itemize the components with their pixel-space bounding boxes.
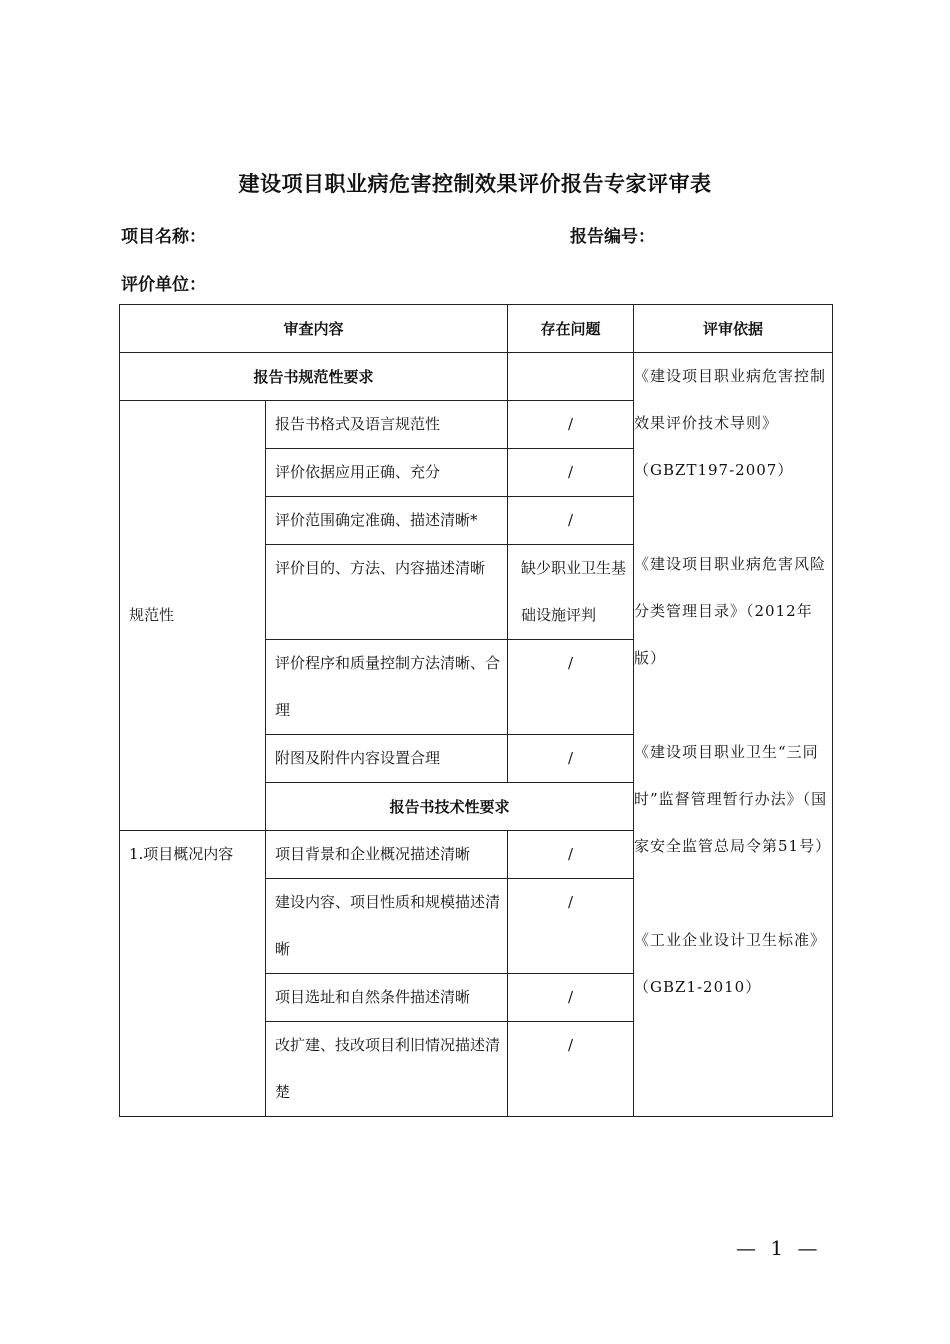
page-title: 建设项目职业病危害控制效果评价报告专家评审表 <box>238 172 712 196</box>
problem-cell: / <box>508 735 634 783</box>
eval-unit-label: 评价单位： <box>121 275 206 295</box>
review-item: 评价范围确定准确、描述清晰* <box>266 497 508 545</box>
problem-cell: / <box>508 640 634 735</box>
basis-item: 《建设项目职业病危害控制效果评价技术导则》（GBZT197-2007） <box>634 367 827 479</box>
section-problem-empty <box>508 353 634 401</box>
problem-cell: / <box>508 974 634 1022</box>
problem-cell: 缺少职业卫生基础设施评判 <box>508 545 634 640</box>
review-item: 建设内容、项目性质和规模描述清晰 <box>266 879 508 974</box>
basis-item: 《建设项目职业病危害风险分类管理目录》（2012年版） <box>634 555 827 667</box>
review-table <box>119 304 833 1117</box>
review-item: 评价目的、方法、内容描述清晰 <box>266 545 508 640</box>
section-heading-technical: 报告书技术性要求 <box>266 783 634 831</box>
review-item: 附图及附件内容设置合理 <box>266 735 508 783</box>
group-overview: 1.项目概况内容 <box>120 831 266 1117</box>
review-item: 评价程序和质量控制方法清晰、合理 <box>266 640 508 735</box>
group-normative: 规范性 <box>120 401 266 831</box>
section-heading-normative: 报告书规范性要求 <box>120 353 508 401</box>
report-no-label: 报告编号： <box>570 227 655 247</box>
problem-cell: / <box>508 1022 634 1117</box>
problem-cell: / <box>508 401 634 449</box>
header-problem: 存在问题 <box>508 305 634 353</box>
review-item: 改扩建、技改项目利旧情况描述清楚 <box>266 1022 508 1117</box>
problem-cell: / <box>508 497 634 545</box>
problem-cell: / <box>508 831 634 879</box>
header-basis: 评审依据 <box>634 305 833 353</box>
page-number: — 1 — <box>736 1236 822 1260</box>
header-content: 审查内容 <box>120 305 508 353</box>
basis-item: 《工业企业设计卫生标准》（GBZ1-2010） <box>634 931 827 996</box>
project-name-label: 项目名称： <box>121 227 206 247</box>
problem-cell: / <box>508 879 634 974</box>
basis-item: 《建设项目职业卫生“三同时”监督管理暂行办法》（国家安全监管总局令第51号） <box>634 743 832 855</box>
review-item: 报告书格式及语言规范性 <box>266 401 508 449</box>
basis-cell <box>634 353 833 1117</box>
review-item: 项目背景和企业概况描述清晰 <box>266 831 508 879</box>
review-item: 评价依据应用正确、充分 <box>266 449 508 497</box>
review-item: 项目选址和自然条件描述清晰 <box>266 974 508 1022</box>
problem-cell: / <box>508 449 634 497</box>
